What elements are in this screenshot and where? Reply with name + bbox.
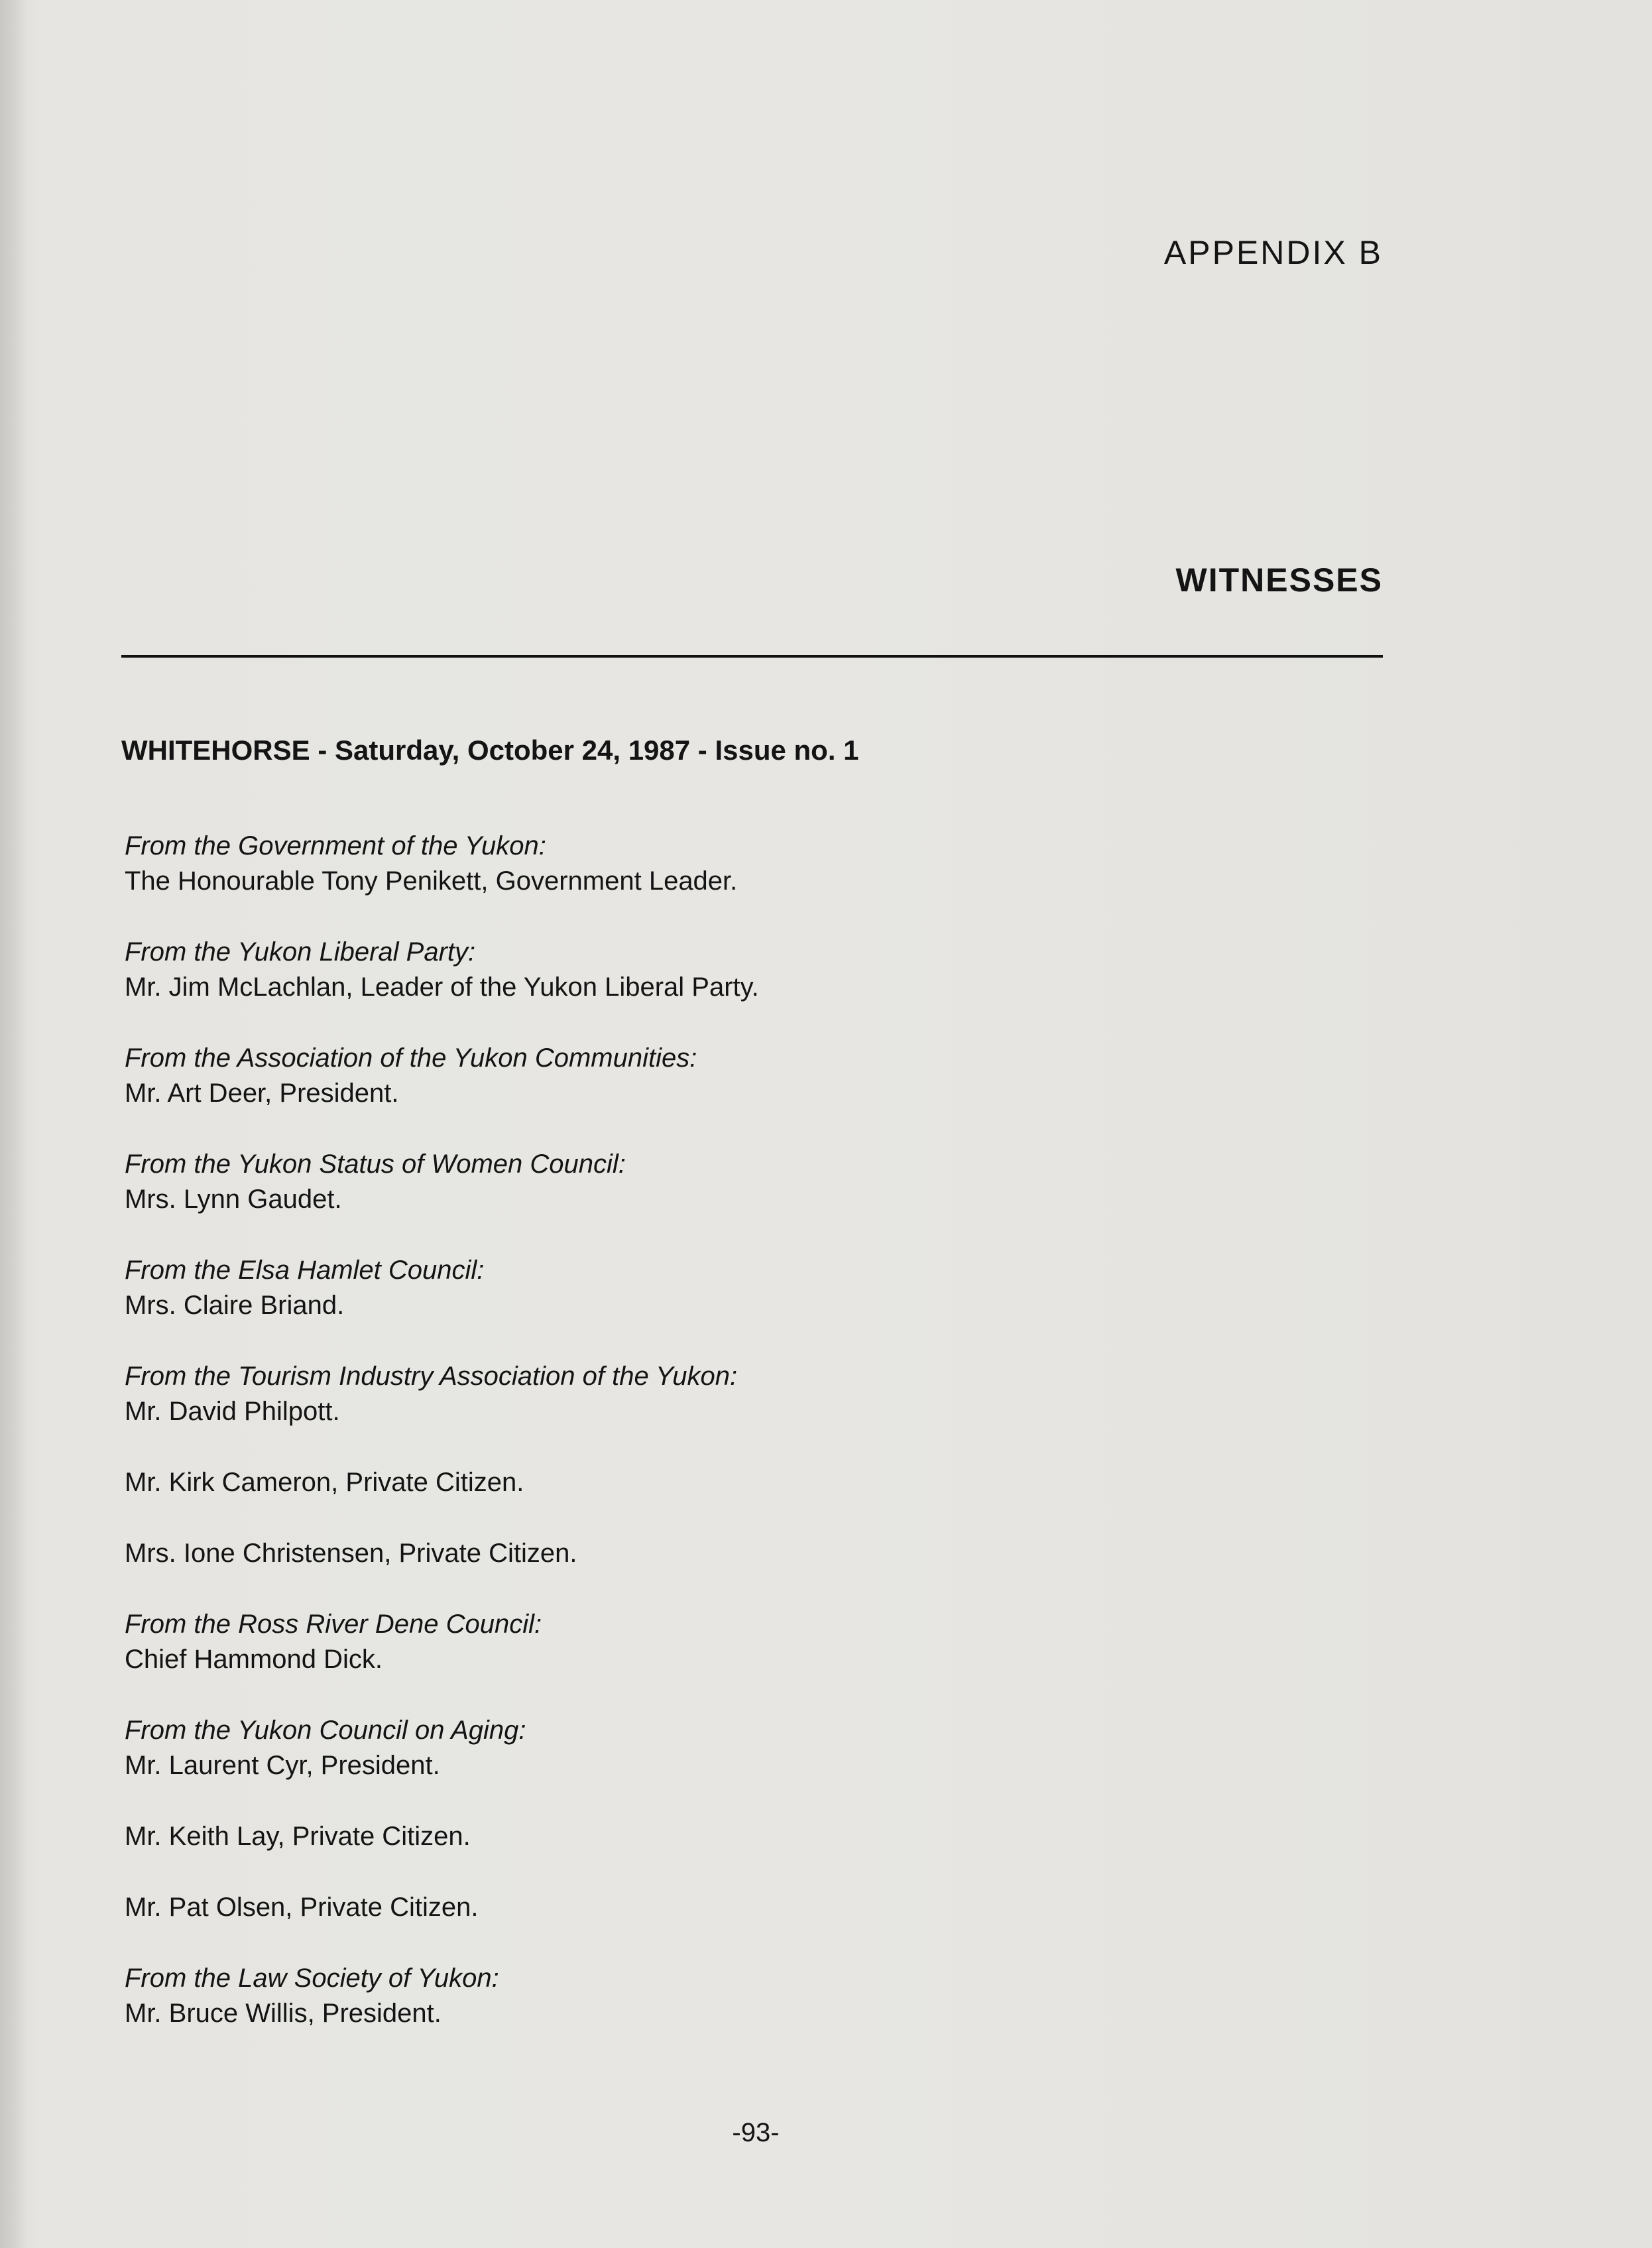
witness-organization: From the Yukon Liberal Party: [125,937,476,967]
witness-organization: From the Elsa Hamlet Council: [125,1256,485,1285]
witness-organization: From the Law Society of Yukon: [125,1964,499,1993]
witness-name: The Honourable Tony Penikett, Government Leader. [125,866,738,896]
witness-name: Mr. Kirk Cameron, Private Citizen. [125,1468,524,1497]
witness-name: Mrs. Claire Briand. [125,1291,345,1320]
witness-entry [125,1713,1119,1783]
witness-name: Mrs. Ione Christensen, Private Citizen. [125,1539,577,1568]
witness-organization: From the Government of the Yukon: [125,831,546,860]
witness-entry [125,1536,1119,1571]
witness-name: Mr. Art Deer, President. [125,1079,399,1108]
witness-entry [125,1607,1119,1677]
witness-entry [125,1890,1119,1925]
session-heading: WHITEHORSE - Saturday, October 24, 1987 - Issue no. 1 [121,735,859,766]
witness-name: Mr. David Philpott. [125,1397,340,1426]
witness-organization: From the Tourism Industry Association of the Yukon: [125,1362,738,1391]
witness-name: Mr. Laurent Cyr, President. [125,1751,440,1780]
witness-name: Mr. Bruce Willis, President. [125,1999,442,2028]
witness-entry [125,935,1119,1005]
horizontal-rule [121,655,1383,658]
witness-organization: From the Yukon Status of Women Council: [125,1150,626,1179]
witness-entry [125,1465,1119,1500]
witness-organization: From the Yukon Council on Aging: [125,1716,526,1745]
page-edge-shadow [0,0,27,2248]
witness-entry [125,1819,1119,1854]
page-number: -93- [732,2118,780,2147]
witness-name: Mr. Keith Lay, Private Citizen. [125,1822,471,1851]
witness-entry [125,1359,1119,1429]
witness-entry [125,1961,1119,2031]
witness-entry [125,1041,1119,1111]
witness-name: Chief Hammond Dick. [125,1645,383,1674]
witness-name: Mrs. Lynn Gaudet. [125,1185,342,1214]
witness-name: Mr. Jim McLachlan, Leader of the Yukon Liberal Party. [125,973,759,1002]
witness-organization: From the Ross River Dene Council: [125,1610,542,1639]
witness-entry [125,1147,1119,1217]
section-title: WITNESSES [1175,562,1383,599]
witness-entry [125,829,1119,899]
appendix-heading: APPENDIX B [1163,234,1383,271]
witness-name: Mr. Pat Olsen, Private Citizen. [125,1893,479,1922]
witness-entry [125,1253,1119,1323]
witness-list [125,829,1119,2067]
witness-organization: From the Association of the Yukon Communities: [125,1043,697,1073]
